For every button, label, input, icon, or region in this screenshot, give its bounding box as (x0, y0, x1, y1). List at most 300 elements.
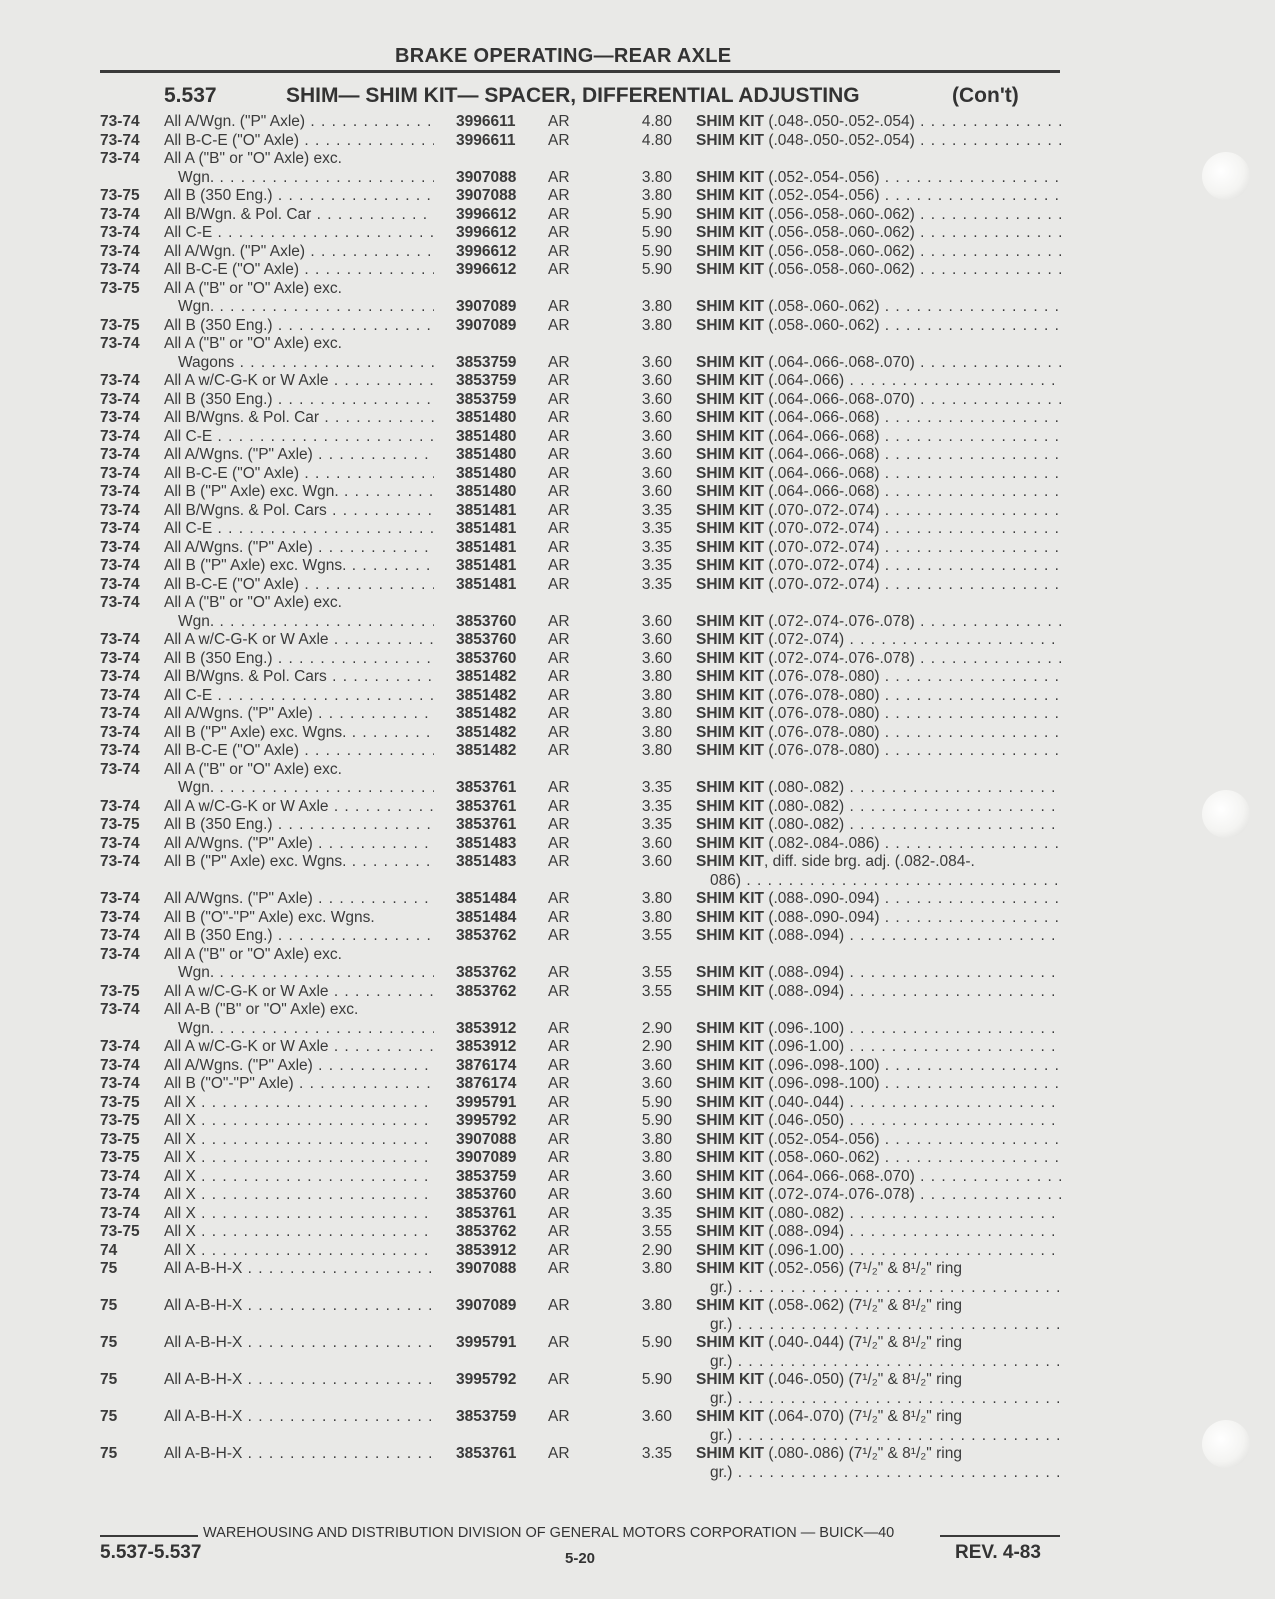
model-year: 73-74 (100, 224, 140, 241)
model-year: 73-74 (100, 742, 140, 759)
footer-rule-left (100, 1535, 198, 1537)
quantity: AR (548, 686, 570, 704)
table-row (100, 946, 1065, 965)
part-name (696, 853, 1061, 872)
part-name-bold: SHIM KIT (696, 927, 765, 944)
application-desc: All B-C-E ("O" Axle) . . . (164, 261, 434, 280)
table-row (100, 409, 1065, 428)
model-year: 73-74 (100, 538, 140, 556)
table-row (100, 483, 1065, 502)
part-name-spec: (.064-.070) (7¹/₂" & 8¹/₂" ring (764, 1408, 962, 1425)
section-continued: (Con't) (952, 84, 1019, 107)
table-row (100, 1168, 1065, 1187)
quantity: AR (548, 649, 570, 667)
price: 4.80 (641, 113, 672, 130)
part-name-spec: (.076-.078-.080) (764, 742, 880, 759)
part-number: 3851481 (456, 557, 517, 574)
part-name (696, 502, 1061, 521)
part-number: 3853761 (456, 1445, 517, 1462)
price: 3.80 (641, 908, 672, 926)
quantity: AR (548, 1167, 570, 1185)
part-name-spec: (.072-.074-.076-.078) (764, 649, 915, 667)
part-name-bold: SHIM KIT (696, 316, 765, 334)
quantity: AR (548, 1093, 570, 1111)
part-number: 3851484 (456, 908, 517, 926)
part-name-bold: SHIM KIT (696, 1445, 765, 1462)
table-row (100, 1260, 1065, 1297)
model-year: 73-74 (100, 686, 140, 704)
footer-division: WAREHOUSING AND DISTRIBUTION DIVISION OF GENERAL MOTORS CORPORATION — BUICK—40 (203, 1525, 895, 1541)
quantity: AR (548, 483, 570, 500)
part-name-bold: SHIM KIT (696, 1297, 765, 1314)
quantity: AR (548, 131, 570, 149)
application-desc: Wgn. . . . (178, 613, 434, 632)
part-name (696, 650, 1061, 669)
quantity: AR (548, 834, 570, 852)
application-desc: Wgn. . . . (178, 779, 434, 798)
part-name-spec: (.070-.072-.074) (764, 501, 880, 519)
part-name (696, 909, 1061, 928)
part-name-bold: SHIM KIT (696, 1112, 765, 1129)
part-name-spec: (.088-.094) (764, 1223, 845, 1240)
model-year: 73-74 (100, 427, 140, 445)
table-row (100, 187, 1065, 206)
model-year: 73-74 (100, 446, 140, 463)
quantity: AR (548, 668, 570, 685)
part-number: 3853759 (456, 353, 517, 371)
model-year: 73-74 (100, 483, 140, 500)
price: 3.60 (641, 1056, 672, 1074)
model-year: 73-74 (100, 113, 140, 130)
part-number: 3851482 (456, 686, 517, 704)
part-name-bold: SHIM KIT (696, 1019, 765, 1037)
model-year: 74 (100, 1241, 118, 1259)
model-year: 73-74 (100, 261, 140, 278)
application-desc: All A ("B" or "O" Axle) exc. (164, 335, 342, 352)
table-row (100, 169, 1065, 188)
price: 3.60 (641, 483, 672, 500)
price: 3.80 (641, 890, 672, 907)
part-name (696, 317, 1061, 336)
quantity: AR (548, 797, 570, 815)
model-year: 73-74 (100, 1001, 140, 1018)
model-year: 73-74 (100, 723, 140, 741)
table-row (100, 1075, 1065, 1094)
part-number: 3996612 (456, 205, 517, 223)
part-number: 3907089 (456, 298, 517, 315)
price: 3.80 (641, 705, 672, 722)
part-number: 3853761 (456, 797, 517, 815)
part-name-bold: SHIM KIT (696, 390, 765, 408)
price: 3.60 (641, 409, 672, 426)
part-name (696, 798, 1061, 817)
application-desc: All C-E . . . (164, 224, 434, 243)
table-row (100, 1112, 1065, 1131)
binder-hole-bottom (1202, 1420, 1250, 1468)
part-name (696, 1168, 1061, 1187)
table-row (100, 705, 1065, 724)
quantity: AR (548, 1223, 570, 1240)
table-row (100, 1001, 1065, 1020)
quantity: AR (548, 908, 570, 926)
part-name-spec: (.056-.058-.060-.062) (764, 261, 915, 278)
application-desc: All A ("B" or "O" Axle) exc. (164, 945, 342, 963)
part-number: 3851484 (456, 890, 517, 907)
application-desc: All A-B-H-X . . . (164, 1408, 434, 1427)
table-row (100, 280, 1065, 299)
part-name-spec: (.088-.094) (764, 964, 845, 981)
application-desc: All B/Wgns. & Pol. Cars . . . (164, 502, 434, 521)
part-name (696, 1205, 1061, 1224)
table-row (100, 354, 1065, 373)
part-name (696, 1371, 1061, 1390)
footer-revision: REV. 4-83 (955, 1542, 1041, 1563)
section-number: 5.537 (164, 84, 217, 107)
part-name-bold: SHIM KIT (696, 1130, 765, 1148)
quantity: AR (548, 390, 570, 408)
part-name-bold: SHIM KIT (696, 853, 765, 870)
price: 5.90 (641, 242, 672, 260)
part-name-bold: SHIM KIT (696, 797, 765, 815)
table-row (100, 1186, 1065, 1205)
quantity: AR (548, 1149, 570, 1166)
part-name-spec: (.040-.044) (7¹/₂" & 8¹/₂" ring (764, 1334, 962, 1351)
part-number: 3996612 (456, 261, 517, 278)
part-name (696, 1408, 1061, 1427)
price: 3.55 (641, 964, 672, 981)
price: 3.35 (641, 575, 672, 593)
table-row (100, 446, 1065, 465)
application-desc: Wgn. . . . (178, 298, 434, 317)
part-name (696, 446, 1061, 465)
part-number: 3851480 (456, 409, 517, 426)
part-name-spec: (.076-.078-.080) (764, 723, 880, 741)
part-number: 3853761 (456, 816, 517, 833)
model-year: 73-74 (100, 945, 140, 963)
price: 3.35 (641, 520, 672, 537)
part-name (696, 428, 1061, 447)
quantity: AR (548, 446, 570, 463)
price: 3.35 (641, 1445, 672, 1462)
part-name (696, 927, 1061, 946)
quantity: AR (548, 353, 570, 371)
part-name-bold: SHIM KIT (696, 501, 765, 519)
part-name-spec: (.096-.100) (764, 1019, 845, 1037)
application-desc: All X . . . (164, 1205, 434, 1224)
part-name-bold: SHIM KIT (696, 1038, 765, 1055)
table-row (100, 261, 1065, 280)
application-desc: All X . . . (164, 1131, 434, 1150)
application-desc: All B-C-E ("O" Axle) . . . (164, 465, 434, 484)
application-desc: All A w/C-G-K or W Axle . . . (164, 798, 434, 817)
part-name (696, 816, 1061, 835)
application-desc: All C-E . . . (164, 428, 434, 447)
application-desc: All X . . . (164, 1242, 434, 1261)
part-name (696, 391, 1061, 410)
part-name-bold: SHIM KIT (696, 1056, 765, 1074)
part-name-bold: SHIM KIT (696, 1260, 765, 1277)
price: 5.90 (641, 261, 672, 278)
model-year: 73-74 (100, 205, 140, 223)
price: 3.60 (641, 353, 672, 371)
part-name (696, 1334, 1061, 1353)
quantity: AR (548, 557, 570, 574)
table-row (100, 687, 1065, 706)
part-name-bold: SHIM KIT (696, 187, 765, 204)
part-name (696, 724, 1061, 743)
part-name-spec: (.064-.066-.068) (764, 446, 880, 463)
part-number: 3907088 (456, 1130, 517, 1148)
quantity: AR (548, 1297, 570, 1314)
part-name-bold: SHIM KIT (696, 205, 765, 223)
part-number: 3851480 (456, 446, 517, 463)
part-name-bold: SHIM KIT (696, 964, 765, 981)
part-number: 3853761 (456, 779, 517, 796)
application-desc: All B ("P" Axle) exc. Wgn. . . . (164, 483, 434, 502)
application-desc: All A/Wgn. ("P" Axle) . . . (164, 113, 434, 132)
table-row (100, 761, 1065, 780)
part-name-spec: (.046-.050) (764, 1112, 845, 1129)
part-name-bold: SHIM KIT (696, 538, 765, 556)
model-year: 73-75 (100, 187, 140, 204)
part-name-bold: SHIM KIT (696, 242, 765, 260)
quantity: AR (548, 723, 570, 741)
part-name (696, 631, 1061, 650)
model-year: 73-74 (100, 501, 140, 519)
model-year: 73-74 (100, 520, 140, 537)
model-year: 73-74 (100, 668, 140, 685)
part-name-bold: SHIM KIT (696, 1408, 765, 1425)
price: 3.60 (641, 1075, 672, 1092)
quantity: AR (548, 890, 570, 907)
price: 3.35 (641, 797, 672, 815)
application-desc: Wgn. . . . (178, 964, 434, 983)
part-name-bold: SHIM KIT (696, 224, 765, 241)
part-name-bold: SHIM KIT (696, 686, 765, 704)
model-year: 73-74 (100, 1038, 140, 1055)
application-desc: All B-C-E ("O" Axle) . . . (164, 742, 434, 761)
part-name-spec: (.064-.066-.068) (764, 464, 880, 482)
application-desc: All A/Wgn. ("P" Axle) . . . (164, 243, 434, 262)
application-desc: All B-C-E ("O" Axle) . . . (164, 132, 434, 151)
model-year: 73-74 (100, 594, 140, 611)
application-desc: All A ("B" or "O" Axle) exc. (164, 760, 342, 778)
part-name-spec: (.070-.072-.074) (764, 520, 880, 537)
table-row (100, 1020, 1065, 1039)
part-name-bold: SHIM KIT (696, 779, 765, 796)
part-name-spec: (.064-.066-.068) (764, 483, 880, 500)
part-name (696, 1445, 1061, 1464)
part-name (696, 132, 1061, 151)
part-number: 3853761 (456, 1204, 517, 1222)
part-name-bold: SHIM KIT (696, 1075, 765, 1092)
part-name (696, 1149, 1061, 1168)
table-row (100, 779, 1065, 798)
part-name-bold: SHIM KIT (696, 131, 765, 149)
model-year: 73-75 (100, 1093, 140, 1111)
part-name-spec: (.080-.082) (764, 816, 845, 833)
part-name-spec: , diff. side brg. adj. (.082-.084-. (764, 853, 975, 870)
part-number: 3876174 (456, 1075, 517, 1092)
price: 5.90 (641, 205, 672, 223)
part-name (696, 705, 1061, 724)
application-desc: All A/Wgns. ("P" Axle) . . . (164, 890, 434, 909)
part-number: 3851482 (456, 742, 517, 759)
part-name (696, 1094, 1061, 1113)
part-name-bold: SHIM KIT (696, 464, 765, 482)
part-name (696, 465, 1061, 484)
application-desc: All B ("P" Axle) exc. Wgns. . . . (164, 557, 434, 576)
model-year: 73-74 (100, 705, 140, 722)
part-name-spec: (.064-.066) (764, 372, 845, 389)
price: 2.90 (641, 1038, 672, 1055)
part-name-spec: (.046-.050) (7¹/₂" & 8¹/₂" ring (764, 1371, 962, 1388)
price: 3.80 (641, 1260, 672, 1277)
model-year: 73-74 (100, 409, 140, 426)
part-number: 3907088 (456, 187, 517, 204)
part-name (696, 169, 1061, 188)
part-name (696, 372, 1061, 391)
part-name-spec: (.076-.078-.080) (764, 686, 880, 704)
table-row (100, 132, 1065, 151)
table-row (100, 1149, 1065, 1168)
table-row (100, 113, 1065, 132)
part-name (696, 261, 1061, 280)
part-number: 3853760 (456, 612, 517, 630)
part-name-bold: SHIM KIT (696, 372, 765, 389)
part-number: 3996612 (456, 224, 517, 241)
price: 3.60 (641, 649, 672, 667)
application-desc: Wgn. . . . (178, 1020, 434, 1039)
model-year: 73-74 (100, 335, 140, 352)
model-year: 73-74 (100, 797, 140, 815)
part-name (696, 243, 1061, 262)
table-row (100, 335, 1065, 354)
table-row (100, 909, 1065, 928)
table-row (100, 983, 1065, 1002)
part-name-continued: gr.) . . . (710, 1464, 1061, 1483)
model-year: 73-74 (100, 1204, 140, 1222)
application-desc: All B (350 Eng.) . . . (164, 927, 434, 946)
table-row (100, 631, 1065, 650)
part-number: 3851482 (456, 668, 517, 685)
part-number: 3996612 (456, 242, 517, 260)
quantity: AR (548, 1112, 570, 1129)
part-number: 3907088 (456, 168, 517, 186)
part-name-bold: SHIM KIT (696, 1371, 765, 1388)
part-name (696, 113, 1061, 132)
part-name-bold: SHIM KIT (696, 631, 765, 648)
quantity: AR (548, 1445, 570, 1462)
model-year: 73-75 (100, 316, 140, 334)
price: 3.55 (641, 982, 672, 1000)
price: 3.80 (641, 668, 672, 685)
part-name-spec: (.056-.058-.060-.062) (764, 224, 915, 241)
part-number: 3853912 (456, 1241, 517, 1259)
application-desc: All A w/C-G-K or W Axle . . . (164, 983, 434, 1002)
model-year: 73-74 (100, 631, 140, 648)
part-name-spec: (.040-.044) (764, 1093, 845, 1111)
part-name (696, 1112, 1061, 1131)
quantity: AR (548, 1408, 570, 1425)
application-desc: All A w/C-G-K or W Axle . . . (164, 1038, 434, 1057)
price: 3.60 (641, 390, 672, 408)
part-name-spec: (.080-.086) (7¹/₂" & 8¹/₂" ring (764, 1445, 962, 1462)
table-row (100, 798, 1065, 817)
part-number: 3853912 (456, 1038, 517, 1055)
part-name-bold: SHIM KIT (696, 1241, 765, 1259)
model-year: 73-74 (100, 1167, 140, 1185)
model-year: 73-74 (100, 908, 140, 926)
price: 3.60 (641, 464, 672, 482)
model-year: 73-75 (100, 816, 140, 833)
part-name-bold: SHIM KIT (696, 557, 765, 574)
part-number: 3851482 (456, 723, 517, 741)
price: 3.80 (641, 316, 672, 334)
part-name (696, 742, 1061, 761)
part-name-bold: SHIM KIT (696, 113, 765, 130)
part-number: 3853762 (456, 927, 517, 944)
quantity: AR (548, 631, 570, 648)
part-name (696, 1260, 1061, 1279)
quantity: AR (548, 816, 570, 833)
part-name (696, 224, 1061, 243)
part-number: 3907089 (456, 316, 517, 334)
application-desc: All A-B-H-X . . . (164, 1334, 434, 1353)
model-year: 73-74 (100, 242, 140, 260)
quantity: AR (548, 612, 570, 630)
price: 2.90 (641, 1019, 672, 1037)
application-desc: All A ("B" or "O" Axle) exc. (164, 594, 342, 611)
price: 3.35 (641, 779, 672, 796)
application-desc: All X . . . (164, 1149, 434, 1168)
part-name-spec: (.070-.072-.074) (764, 557, 880, 574)
quantity: AR (548, 742, 570, 759)
quantity: AR (548, 409, 570, 426)
part-name (696, 1075, 1061, 1094)
application-desc: All X . . . (164, 1112, 434, 1131)
part-name (696, 1038, 1061, 1057)
quantity: AR (548, 501, 570, 519)
part-name-spec: (.088-.090-.094) (764, 890, 880, 907)
table-row (100, 853, 1065, 890)
quantity: AR (548, 1038, 570, 1055)
part-number: 3907088 (456, 1260, 517, 1277)
part-name-spec: (.064-.066-.068) (764, 427, 880, 445)
part-name-spec: (.058-.060-.062) (764, 298, 880, 315)
part-name-bold: SHIM KIT (696, 1149, 765, 1166)
model-year: 73-75 (100, 1130, 140, 1148)
model-year: 73-74 (100, 1056, 140, 1074)
table-row (100, 668, 1065, 687)
table-row (100, 816, 1065, 835)
part-name (696, 779, 1061, 798)
part-name-continued: gr.) . . . (710, 1427, 1061, 1446)
table-row (100, 835, 1065, 854)
application-desc: All X . . . (164, 1168, 434, 1187)
price: 5.90 (641, 1334, 672, 1351)
price: 3.35 (641, 557, 672, 574)
part-name (696, 1297, 1061, 1316)
part-name-spec: (.088-.094) (764, 927, 845, 944)
quantity: AR (548, 242, 570, 260)
model-year: 73-74 (100, 927, 140, 944)
part-name (696, 1242, 1061, 1261)
part-name-bold: SHIM KIT (696, 446, 765, 463)
part-name-spec: (.096-1.00) (764, 1038, 845, 1055)
application-desc: All A ("B" or "O" Axle) exc. (164, 279, 342, 297)
part-name (696, 187, 1061, 206)
